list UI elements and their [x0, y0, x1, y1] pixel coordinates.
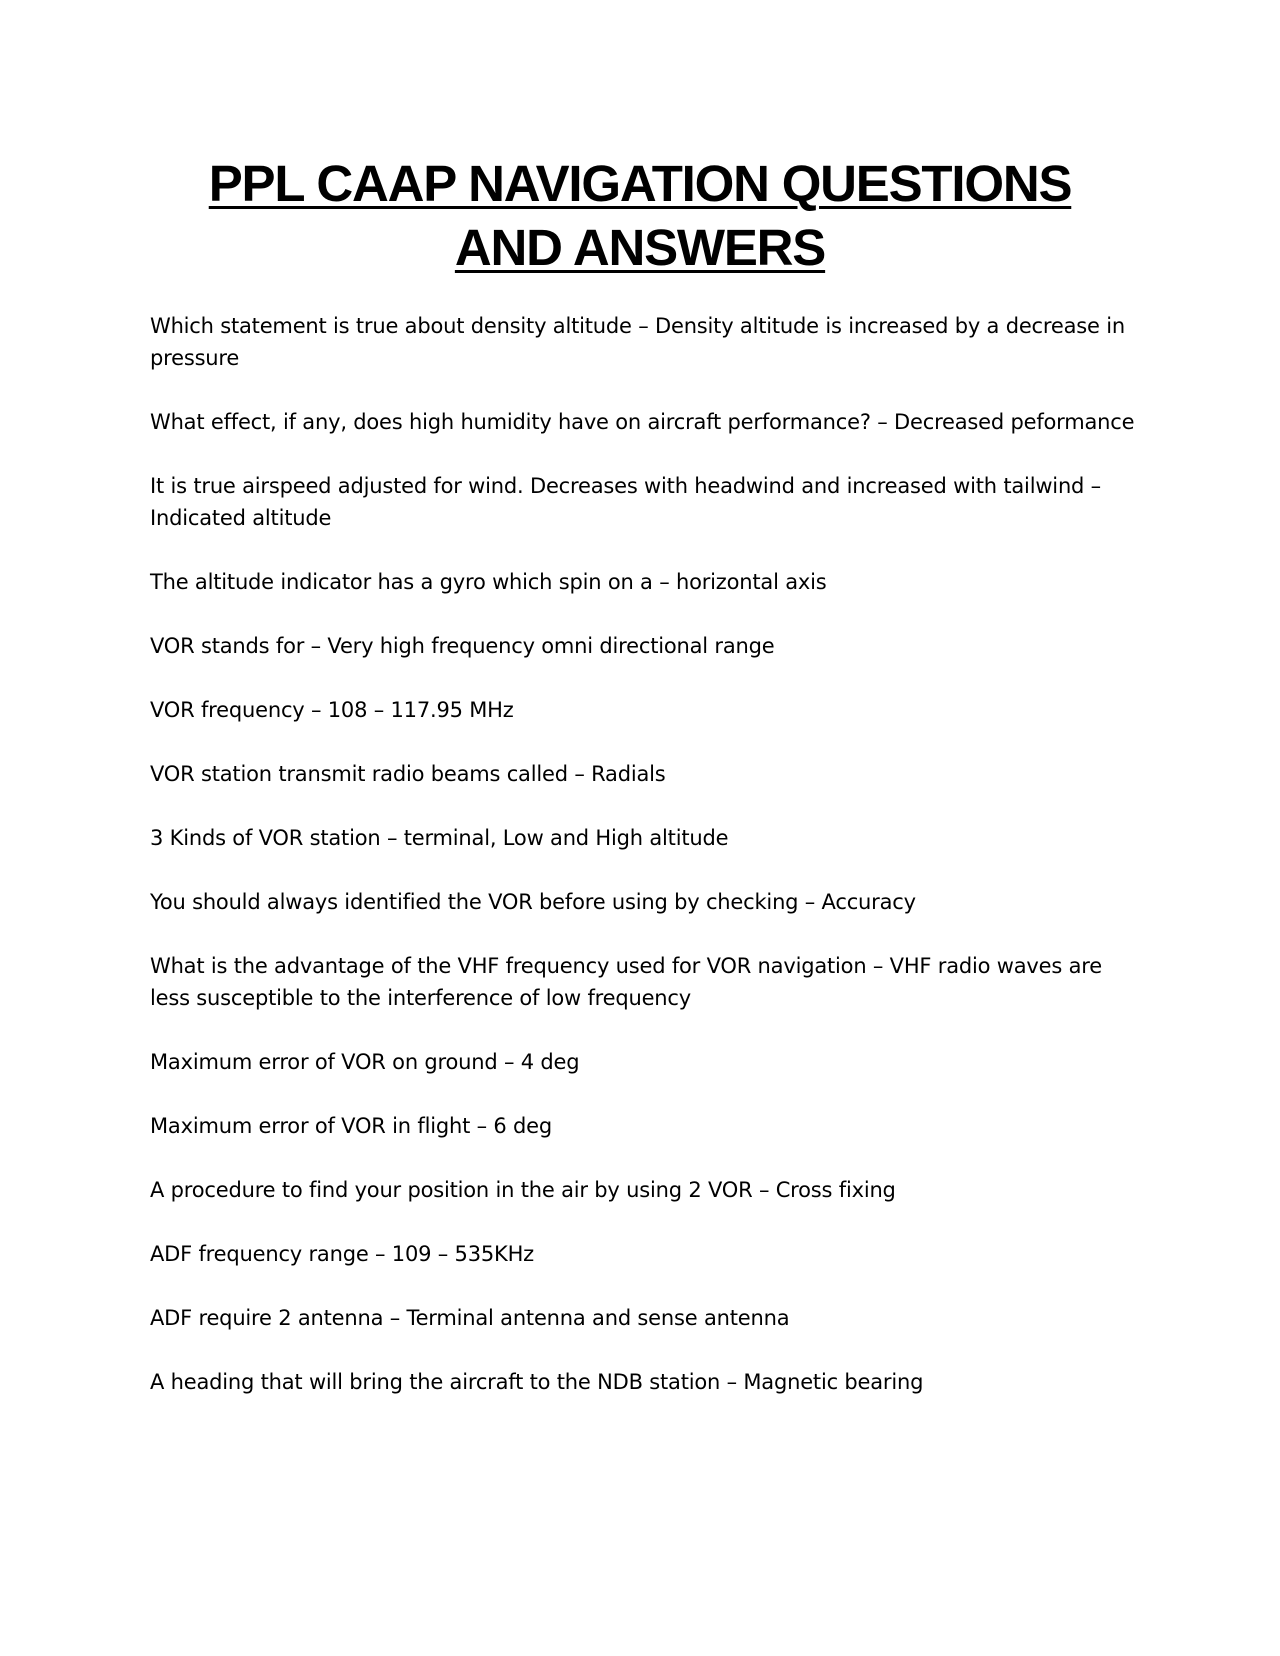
- qa-item-vhf-advantage: What is the advantage of the VHF frequency used for VOR navigation – VHF radio waves are less susceptible to the interference of low frequency: [150, 954, 1102, 1010]
- qa-item-ndb-heading: A heading that will bring the aircraft to the NDB station – Magnetic bearing: [150, 1370, 924, 1394]
- qa-item-adf-frequency: ADF frequency range – 109 – 535KHz: [150, 1242, 535, 1266]
- qa-item-altitude-indicator: The altitude indicator has a gyro which spin on a – horizontal axis: [150, 570, 827, 594]
- qa-item-adf-antenna: ADF require 2 antenna – Terminal antenna and sense antenna: [150, 1306, 790, 1330]
- qa-item-vor-ground-error: Maximum error of VOR on ground – 4 deg: [150, 1050, 580, 1074]
- qa-item-density-altitude: Which statement is true about density altitude – Density altitude is increased by a decrease in pressure: [150, 314, 1125, 370]
- document-title-text: PPL CAAP NAVIGATION QUESTIONS AND ANSWERS: [208, 155, 1072, 276]
- qa-item-vor-stands-for: VOR stands for – Very high frequency omni directional range: [150, 634, 775, 658]
- qa-item-vor-frequency: VOR frequency – 108 – 117.95 MHz: [150, 698, 514, 722]
- qa-item-vor-kinds: 3 Kinds of VOR station – terminal, Low and High altitude: [150, 826, 729, 850]
- qa-item-humidity: What effect, if any, does high humidity have on aircraft performance? – Decreased peformance: [150, 410, 1135, 434]
- qa-item-vor-identify: You should always identified the VOR before using by checking – Accuracy: [150, 890, 916, 914]
- document-title: [150, 152, 1130, 280]
- qa-item-airspeed-wind: It is true airspeed adjusted for wind. Decreases with headwind and increased with tailwind – Indicated altitude: [150, 474, 1101, 530]
- qa-item-vor-radials: VOR station transmit radio beams called – Radials: [150, 762, 666, 786]
- qa-item-cross-fixing: A procedure to find your position in the air by using 2 VOR – Cross fixing: [150, 1178, 896, 1202]
- qa-list: [150, 310, 1140, 1430]
- qa-item-vor-flight-error: Maximum error of VOR in flight – 6 deg: [150, 1114, 552, 1138]
